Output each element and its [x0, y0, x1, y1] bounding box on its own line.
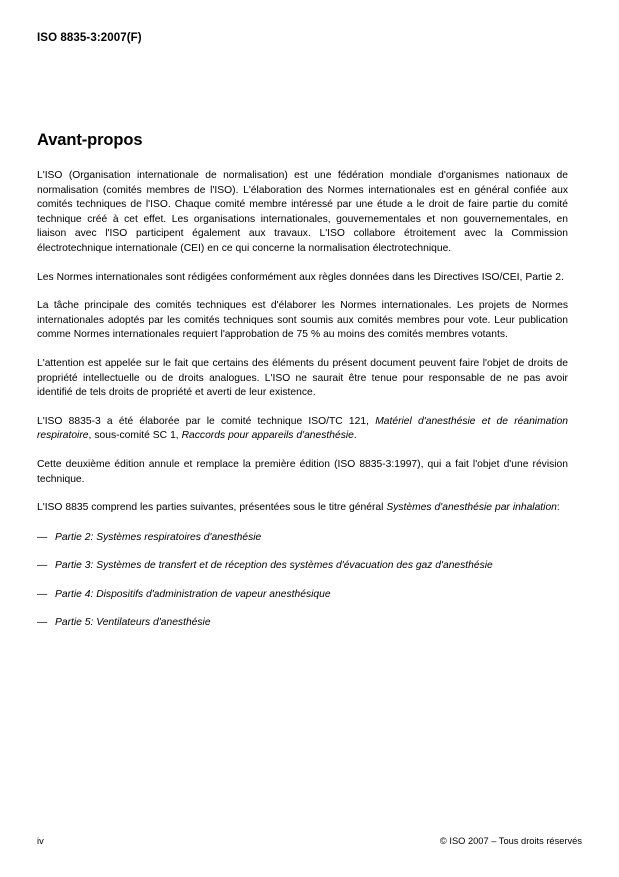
- list-item: [37, 588, 568, 603]
- committee-title-italic: Matériel d'anesthésie et de réanimation respiratoire: [37, 415, 568, 442]
- em-dash-marker: —: [37, 531, 48, 543]
- parts-list: [37, 531, 568, 631]
- committee-text-lead: L'ISO 8835-3 a été élaborée par le comité technique ISO/TC 121,: [37, 415, 376, 427]
- parts-intro-lead: L'ISO 8835 comprend les parties suivantes, présentées sous le titre général: [37, 502, 387, 514]
- paragraph-committee: [37, 415, 568, 444]
- paragraph-directives: Les Normes internationales sont rédigées conformément aux règles données dans les Directives ISO/CEI, Partie 2.: [37, 271, 564, 283]
- list-item: [37, 531, 568, 546]
- em-dash-marker: —: [37, 560, 48, 572]
- list-item: [37, 559, 568, 574]
- parts-intro-end: :: [556, 502, 560, 514]
- list-item-label: Partie 3: Systèmes de transfert et de réception des systèmes d'évacuation des gaz d'anesthésie: [55, 560, 493, 572]
- document-header-id: ISO 8835-3:2007(F): [37, 32, 142, 44]
- list-item-label: Partie 4: Dispositifs d'administration de vapeur anesthésique: [55, 588, 331, 600]
- general-title-italic: Systèmes d'anesthésie par inhalation: [386, 502, 557, 514]
- list-item: [37, 616, 568, 631]
- committee-text-end: .: [353, 430, 357, 442]
- subcommittee-text-mid: , sous-comité SC 1,: [88, 430, 182, 442]
- subcommittee-title-italic: Raccords pour appareils d'anesthésie: [181, 430, 354, 442]
- em-dash-marker: —: [37, 617, 48, 629]
- paragraph-edition-notice: Cette deuxième édition annule et remplace la première édition (ISO 8835-3:1997), qui a fait l'objet d'une révision technique.: [37, 458, 568, 485]
- list-item-label: Partie 5: Ventilateurs d'anesthésie: [55, 617, 211, 629]
- paragraph-parts-intro: [37, 501, 568, 516]
- footer-page-number: iv: [37, 836, 44, 846]
- em-dash-marker: —: [37, 588, 48, 600]
- list-item-label: Partie 2: Systèmes respiratoires d'anesthésie: [55, 531, 262, 543]
- page-footer: [37, 836, 582, 850]
- page-title: Avant-propos: [37, 131, 143, 149]
- paragraph-voting: La tâche principale des comités techniques est d'élaborer les Normes internationales. Les projets de Normes internationales adoptés par les comités techniques sont soumis aux comités membres pour vote. Leur publication comme Normes internationales requiert l'approbation de 75 % au moins des comités membres votants.: [37, 300, 568, 341]
- document-body: [37, 131, 568, 645]
- paragraph-patent-rights: L'attention est appelée sur le fait que certains des éléments du présent document peuvent faire l'objet de droits de propriété intellectuelle ou de droits analogues. L'ISO ne saurait être tenue pour responsable de ne pas avoir identifié de tels droits de propriété et averti de leur existence.: [37, 357, 568, 399]
- footer-copyright: © ISO 2007 – Tous droits réservés: [439, 836, 582, 846]
- paragraph-iso-definition: L'ISO (Organisation internationale de normalisation) est une fédération mondiale d'organismes nationaux de normalisation (comités membres de l'ISO). L'élaboration des Normes internationales est en général confiée aux comités techniques de l'ISO. Chaque comité membre intéressé par une étude a le droit de faire partie du comité technique créé à cet effet. Les organisations internationales, gouvernementales et non gouvernementales, en liaison avec l'ISO participent également aux travaux. L'ISO collabore étroitement avec la Commission électrotechnique internationale (CEI) en ce qui concerne la normalisation électrotechnique.: [37, 170, 568, 254]
